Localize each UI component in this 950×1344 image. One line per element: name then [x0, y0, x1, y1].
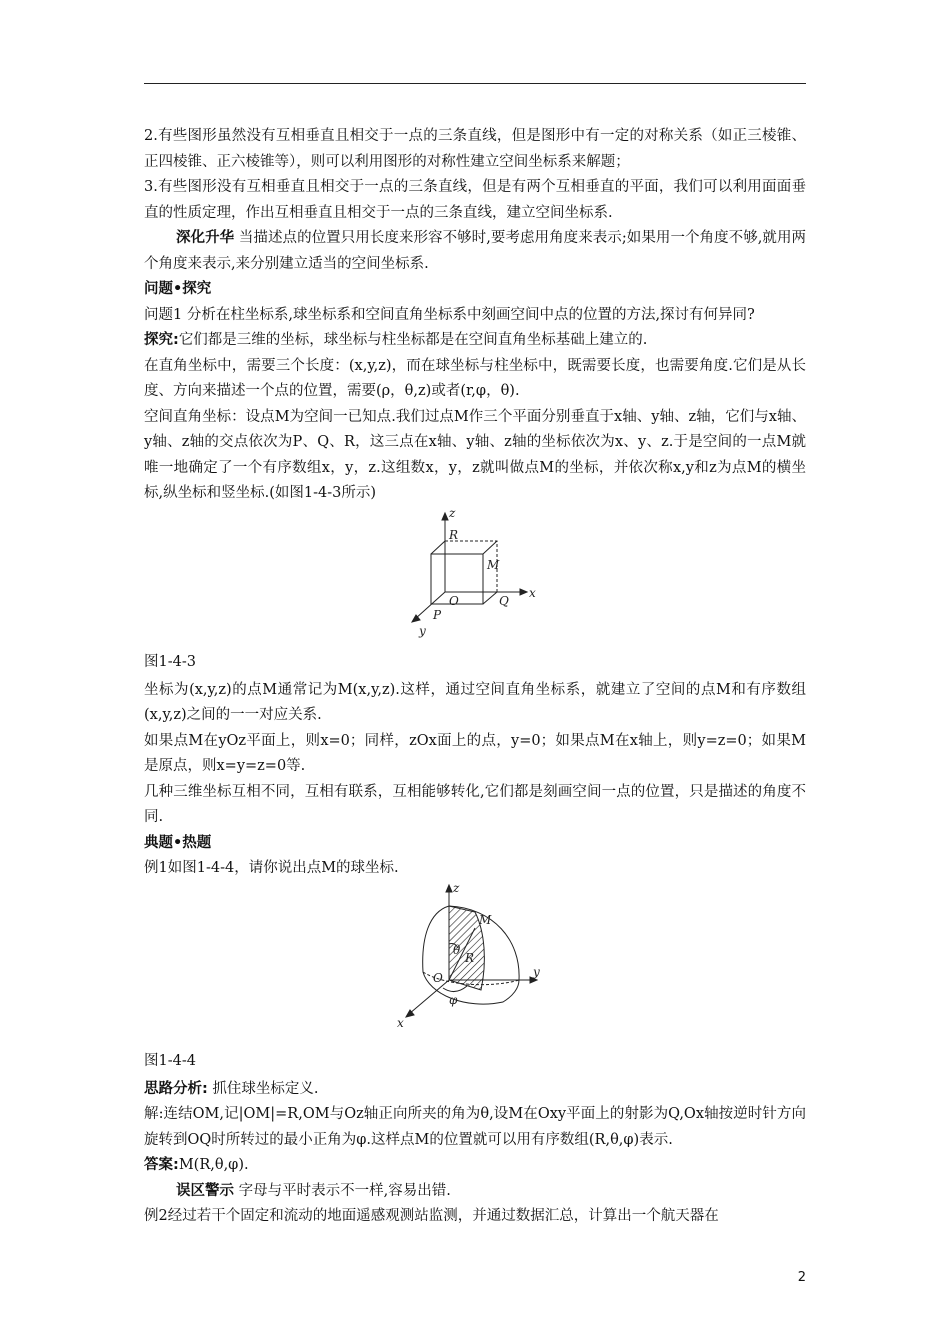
answer-label: 答案:: [144, 1157, 179, 1173]
warning-text: 字母与平时表示不一样,容易出错.: [238, 1182, 451, 1199]
label-y: y: [533, 964, 540, 979]
paragraph-planes: 如果点M在yOz平面上，则x=0；同样，zOx面上的点，y=0；如果点M在x轴上，则y=z=0；如果M是原点，则x=y=z=0等.: [144, 732, 806, 774]
answer-text: M(R,θ,φ).: [178, 1157, 249, 1173]
warning-paragraph: [144, 1179, 806, 1205]
example-2: 例2经过若干个固定和流动的地面遥感观测站监测，并通过数据汇总，计算出一个航天器在: [144, 1208, 719, 1224]
deepen-label: 深化升华: [176, 230, 235, 246]
analysis-paragraph: [144, 1077, 806, 1103]
explore-label: 探究:: [144, 332, 179, 348]
label-x: x: [397, 1015, 404, 1030]
label-theta: θ: [453, 942, 461, 957]
paragraph-2: 2.有些图形虽然没有互相垂直且相交于一点的三条直线，但是图形中有一定的对称关系（如正三棱锥、正四棱锥、正六棱锥等），则可以利用图形的对称性建立空间坐标系来解题；: [144, 128, 806, 170]
answer-paragraph: [144, 1153, 806, 1179]
label-M: M: [479, 912, 492, 927]
label-R: R: [449, 527, 459, 542]
label-z: z: [449, 506, 456, 520]
question-1: 问题1 分析在柱坐标系,球坐标系和空间直角坐标系中刻画空间中点的位置的方法,探讨有何异同?: [144, 306, 755, 323]
page-content: [144, 124, 806, 1230]
warning-label: 误区警示: [176, 1182, 234, 1199]
paragraph-3: 3.有些图形没有互相垂直且相交于一点的三条直线，但是有两个互相垂直的平面，我们可以利用面面垂直的性质定理，作出互相垂直且相交于一点的三条直线，建立空间坐标系.: [144, 179, 806, 221]
paragraph-mapping: 坐标为(x,y,z)的点M通常记为M(x,y,z).这样，通过空间直角坐标系，就建立了空间的点M和有序数组(x,y,z)之间的一一对应关系.: [144, 681, 806, 723]
label-O: O: [433, 970, 443, 985]
section-heading-examples: 典题•热题: [144, 834, 212, 851]
figure-2-caption: 图1-4-4: [144, 1053, 196, 1069]
paragraph-coords: 在直角坐标中，需要三个长度：(x,y,z)，而在球坐标与柱坐标中，既需要长度，也需要角度.它们是从长度、方向来描述一个点的位置，需要(ρ，θ,z)或者(r,φ，θ).: [144, 357, 806, 399]
figure-1-4-3: [144, 507, 806, 649]
label-O: O: [449, 593, 459, 608]
section-heading-explore: 问题•探究: [144, 281, 212, 297]
cube-diagram: [405, 507, 545, 639]
solution-paragraph: 解:连结OM,记|OM|=R,OM与Oz轴正向所夹的角为θ,设M在Oxy平面上的射影为Q,Ox轴按逆时针方向旋转到OQ时所转过的最小正角为φ.这样点M的位置就可以用有序数组(R,θ,φ)表示.: [144, 1106, 806, 1148]
example-1: 例1如图1-4-4，请你说出点M的球坐标.: [144, 860, 399, 876]
label-Q: Q: [499, 593, 509, 608]
paragraph-relation: 几种三维坐标互相不同，互相有联系，互相能够转化,它们都是刻画空间一点的位置，只是描述的角度不同.: [144, 783, 806, 825]
paragraph-cartesian: 空间直角坐标：设点M为空间一已知点.我们过点M作三个平面分别垂直于x轴、y轴、z轴，它们与x轴、y轴、z轴的交点依次为P、Q、R，这三点在x轴、y轴、z轴的坐标依次为x、y、z.于是空间的一点M就唯一地确定了一个有序数组x，y，z.这组数x，y，z就叫做点M的坐标，并依次称x,y和z为点M的横坐标,纵坐标和竖坐标.(如图1-4-3所示): [144, 408, 806, 501]
z-arrow: [442, 513, 448, 520]
label-x: x: [529, 585, 536, 600]
analysis-text: 抓住球坐标定义.: [212, 1080, 319, 1097]
label-phi: φ: [449, 992, 458, 1007]
explore-text: 它们都是三维的坐标，球坐标与柱坐标都是在空间直角坐标基础上建立的.: [178, 332, 648, 348]
figure-1-4-4: [144, 882, 806, 1040]
label-P: P: [433, 607, 442, 622]
explore-paragraph: [144, 328, 806, 354]
deepen-text: 当描述点的位置只用长度来形容不够时,要考虑用角度来表示;如果用一个角度不够,就用两个角度来表示,来分别建立适当的空间坐标系.: [144, 230, 807, 272]
sphere-diagram: [395, 882, 555, 1030]
analysis-label: 思路分析:: [144, 1080, 208, 1097]
label-y: y: [419, 623, 426, 638]
header-rule: [144, 83, 806, 84]
label-z: z: [453, 881, 460, 895]
figure-1-caption: 图1-4-3: [144, 654, 196, 670]
page-number: 2: [797, 1270, 806, 1285]
label-M: M: [487, 557, 500, 572]
deepen-paragraph: [144, 226, 806, 277]
label-R: R: [465, 950, 475, 965]
